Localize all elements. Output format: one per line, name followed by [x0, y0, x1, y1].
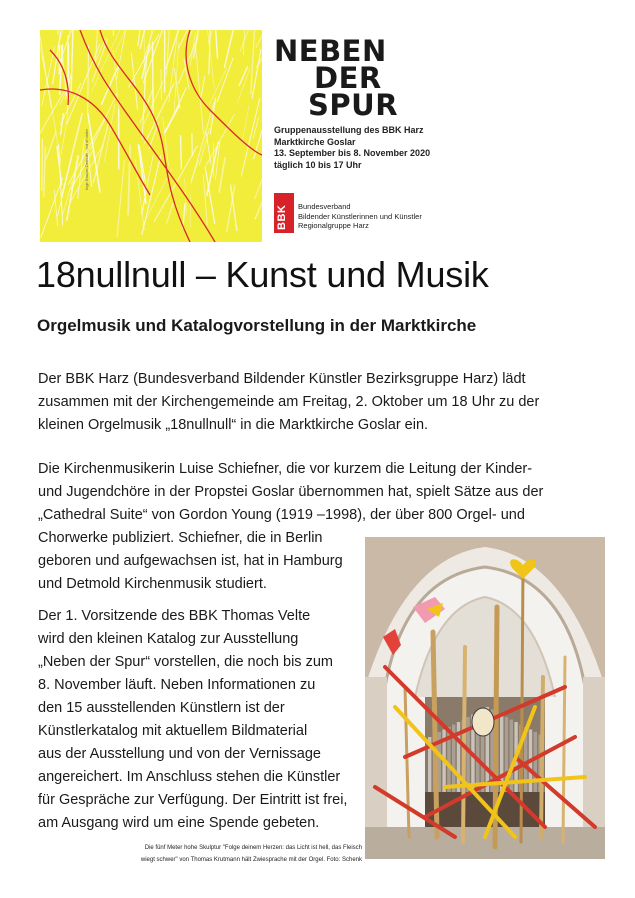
text-line: Die Kirchenmusikerin Luise Schiefner, die vor kurzem die Leitung der Kinder- [38, 461, 533, 477]
text-line: am Ausgang wird um eine Spende gebeten. [38, 815, 320, 831]
logo-line: SPUR [308, 88, 399, 122]
caption-line: Die fünf Meter hohe Skulptur "Folge deinem Herzen: das Licht ist hell, das Fleisch [144, 845, 362, 851]
sculpture-photo [365, 537, 605, 859]
text-line: den 15 ausstellenden Künstlern ist der [38, 700, 285, 716]
exhibition-logo [274, 34, 414, 122]
text-line: kleinen Orgelmusik „18nullnull“ in die Marktkirche Goslar ein. [38, 417, 429, 433]
photo-caption [102, 842, 362, 866]
exhibition-info [274, 125, 430, 171]
text-line: Der BBK Harz (Bundesverband Bildender Künstler Bezirksgruppe Harz) lädt [38, 371, 526, 387]
text-line: 8. November läuft. Neben Informationen zu [38, 677, 316, 693]
bbk-logo-icon [274, 193, 294, 233]
bbk-line: Regionalgruppe Harz [298, 221, 369, 230]
bbk-mark: BBK [276, 204, 288, 230]
paragraph-catalogue [38, 605, 347, 835]
info-line: täglich 10 bis 17 Uhr [274, 159, 362, 170]
text-line: und Detmold Kirchenmusik studiert. [38, 576, 267, 592]
caption-line: wiegt schwer" von Thomas Krutmann hält Zwiesprache mit der Orgel. Foto: Schenk [140, 857, 362, 863]
text-line: wird den kleinen Katalog zur Ausstellung [38, 631, 299, 647]
text-line: für Gespräche zur Verfügung. Der Eintritt ist frei, [38, 792, 348, 808]
bbk-line: Bundesverband [298, 202, 351, 211]
artwork-image [40, 30, 262, 242]
text-line: aus der Ausstellung und von der Vernissage [38, 746, 321, 762]
info-line: Gruppenausstellung des BBK Harz [274, 125, 424, 135]
text-line: zusammen mit der Kirchengemeinde am Freitag, 2. Oktober um 18 Uhr zu der [38, 394, 540, 410]
info-line: Marktkirche Goslar [274, 136, 356, 147]
text-line: „Cathedral Suite“ von Gordon Young (1919 –1998), der über 800 Orgel- und [38, 507, 525, 523]
page-subtitle: Orgelmusik und Katalogvorstellung in der Marktkirche [37, 316, 477, 335]
paragraph-intro [38, 368, 539, 437]
bbk-organisation [298, 202, 422, 231]
bbk-line: Bildender Künstlerinnen und Künstler [298, 211, 422, 221]
info-line: 13. September bis 8. November 2020 [274, 148, 431, 158]
artwork-credit: Inge Krause-Demuth - out of order [84, 129, 89, 190]
text-line: geboren und aufgewachsen ist, hat in Hamburg [38, 553, 343, 569]
text-line: Chorwerke publiziert. Schiefner, die in Berlin [38, 530, 323, 546]
text-line: „Neben der Spur“ vorstellen, die noch bis zum [38, 654, 333, 670]
page-title: 18nullnull – Kunst und Musik [36, 254, 489, 295]
logo-line: NEBEN [274, 34, 387, 68]
text-line: Künstlerkatalog mit aktuellem Bildmaterial [38, 723, 308, 739]
text-line: angereichert. Im Anschluss stehen die Künstler [38, 769, 341, 785]
text-line: und Jugendchöre in der Propstei Goslar übernommen hat, spielt Sätze aus der [38, 484, 544, 500]
logo-line: DER [314, 61, 382, 95]
text-line: Der 1. Vorsitzende des BBK Thomas Velte [38, 608, 311, 624]
